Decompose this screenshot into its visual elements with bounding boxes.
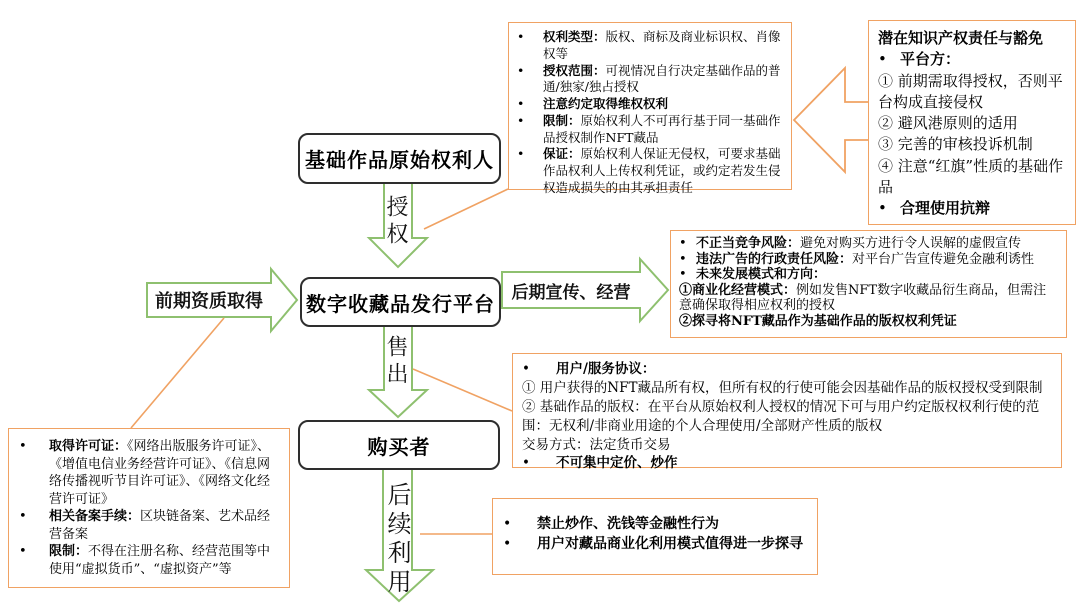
item-text: 版权、商标及商业标识权、肖像权等	[543, 29, 781, 61]
origin-rights-holder-box	[298, 133, 501, 184]
list-item	[19, 543, 279, 578]
item-label: 相关备案手续：	[49, 509, 141, 525]
item-text: 交易方式：法定货币交易	[522, 436, 671, 453]
marketing-risks-box	[670, 230, 1067, 338]
leader-line-prequal-to-qualification	[131, 318, 224, 428]
platform-box	[300, 277, 501, 327]
bullet-marker: •	[503, 536, 512, 553]
bullet-marker: •	[19, 509, 27, 525]
bullet-marker: •	[517, 62, 525, 78]
item-label: 限制：	[49, 544, 89, 560]
list-item	[878, 156, 1066, 199]
item-label: 授权范围：	[543, 62, 606, 78]
list-item	[522, 398, 1052, 436]
origin-rights-holder-label: 基础作品原始权利人	[305, 150, 494, 172]
rights-notes-box	[508, 22, 792, 195]
item-text: 区块链备案、艺术品经营备案	[49, 509, 271, 542]
list-item	[19, 438, 279, 508]
item-text: 原始权利人不可再行基于同一基础作品授权制作NFT藏品	[543, 112, 781, 145]
list-item	[522, 436, 1052, 455]
pre-qualification-arrow-label: 前期资质取得	[155, 291, 263, 311]
list-item	[679, 236, 1058, 252]
list-item	[679, 283, 1058, 314]
list-item	[517, 146, 783, 196]
item-text: 避免对购买方进行令人误解的虚假宣传	[800, 236, 1022, 251]
item-label: 合理使用抗辩	[900, 199, 991, 218]
list-item	[522, 454, 1052, 473]
item-text: ③ 完善的审核投诉机制	[878, 135, 1033, 154]
item-label: 未来发展模式和方向：	[696, 267, 827, 283]
liability-box	[868, 20, 1076, 225]
bullet-marker: •	[878, 50, 887, 69]
list-item	[522, 360, 1052, 379]
item-text: ② 基础作品的版权：在平台从原始权利人授权的情况下可与用户约定版权权利行使的范围：无权利/非商业用途的个人合理使用/全部财产性质的版权	[522, 398, 1040, 434]
bullet-marker: •	[517, 112, 525, 128]
item-text: ① 用户获得的NFT藏品所有权，但所有权的行使可能会因基础作品的版权授权受到限制	[522, 379, 1043, 396]
item-label: ①商业化经营模式：	[679, 282, 797, 298]
sell-arrow-label: 售出	[384, 335, 409, 389]
list-item	[679, 267, 1058, 283]
item-label: 不正当竞争风险：	[696, 236, 801, 251]
item-label: 违法广告的行政责任风险：	[696, 251, 853, 267]
list-item	[878, 71, 1066, 114]
bullet-marker: •	[503, 516, 512, 532]
item-label: 用户对藏品商业化利用模式值得进一步探寻	[537, 536, 803, 553]
liability-title: 潜在知识产权责任与豁免	[878, 29, 1044, 47]
item-label: 保证：	[543, 146, 581, 162]
list-item	[679, 314, 1058, 330]
item-label: 禁止炒作、洗钱等金融性行为	[537, 516, 719, 532]
item-label: 平台方：	[900, 50, 961, 69]
item-text: 对平台广告宣传避免金融利诱性	[852, 251, 1035, 267]
list-item	[878, 49, 1066, 70]
bullet-marker: •	[517, 146, 525, 162]
subsequent-use-arrow-label: 后续利用	[383, 482, 410, 598]
item-label: 取得许可证：	[49, 439, 128, 454]
list-item	[503, 534, 807, 554]
bullet-marker: •	[19, 439, 27, 454]
list-item	[522, 379, 1052, 398]
list-item	[503, 514, 807, 534]
item-label: 权利类型：	[543, 29, 606, 44]
list-item	[679, 252, 1058, 268]
platform-label: 数字收藏品发行平台	[306, 293, 495, 316]
item-text: 可视情况自行决定基础作品的普通/独家/独占授权	[543, 62, 781, 95]
item-text: 原始权利人保证无侵权，可要求基础作品权利人上传权利凭证，或约定若发生侵权造成损失的由其承担责任	[543, 146, 781, 195]
list-item	[517, 29, 783, 63]
item-text: ① 前期需取得授权，否则平台构成直接侵权	[878, 71, 1063, 111]
item-label: 不可集中定价、炒作	[556, 455, 678, 472]
bullet-marker: •	[679, 236, 687, 251]
qualification-box	[8, 428, 290, 588]
item-text: ② 避风港原则的适用	[878, 114, 1018, 133]
bullet-marker: •	[517, 96, 525, 111]
buyer-label: 购买者	[367, 436, 431, 459]
list-item	[517, 113, 783, 147]
item-text: 《网络出版服务许可证》、《增值电信业务经营许可证》、《信息网络传播视听节目许可证》、《网络文化经营许可证》	[49, 439, 271, 507]
bullet-marker: •	[522, 455, 530, 472]
list-item	[878, 134, 1066, 155]
subsequent-use-rules-box	[492, 498, 818, 575]
authorize-arrow-label: 授权	[384, 195, 409, 249]
list-item	[19, 508, 279, 543]
list-item	[517, 63, 783, 97]
bullet-marker: •	[679, 267, 687, 283]
leader-line-rights-to-authorize	[424, 189, 508, 229]
item-label: ②探寻将NFT藏品作为基础作品的版权权利凭证	[679, 313, 957, 329]
item-label: 限制：	[543, 112, 581, 128]
item-label: 用户/服务协议：	[556, 361, 656, 377]
list-item	[878, 198, 1066, 219]
user-agreement-box	[512, 353, 1062, 472]
bullet-marker: •	[19, 544, 27, 560]
post-marketing-arrow-label: 后期宣传、经营	[511, 282, 631, 302]
item-text: 不得在注册名称、经营范围等中使用“虚拟货币”、“虚拟资产”等	[49, 544, 271, 577]
buyer-box	[298, 420, 500, 470]
list-item	[878, 113, 1066, 134]
item-text: 例如发售NFT数字收藏品衍生商品，但需注意确保取得相应权利的授权	[679, 282, 1047, 314]
bullet-marker: •	[517, 29, 525, 44]
item-text: ④ 注意“红旗”性质的基础作品	[878, 156, 1064, 197]
bullet-marker: •	[679, 251, 687, 267]
bullet-marker: •	[522, 361, 530, 377]
item-label: 注意约定取得维权权利	[543, 96, 669, 111]
list-item	[517, 96, 783, 113]
bullet-marker: •	[878, 199, 887, 218]
